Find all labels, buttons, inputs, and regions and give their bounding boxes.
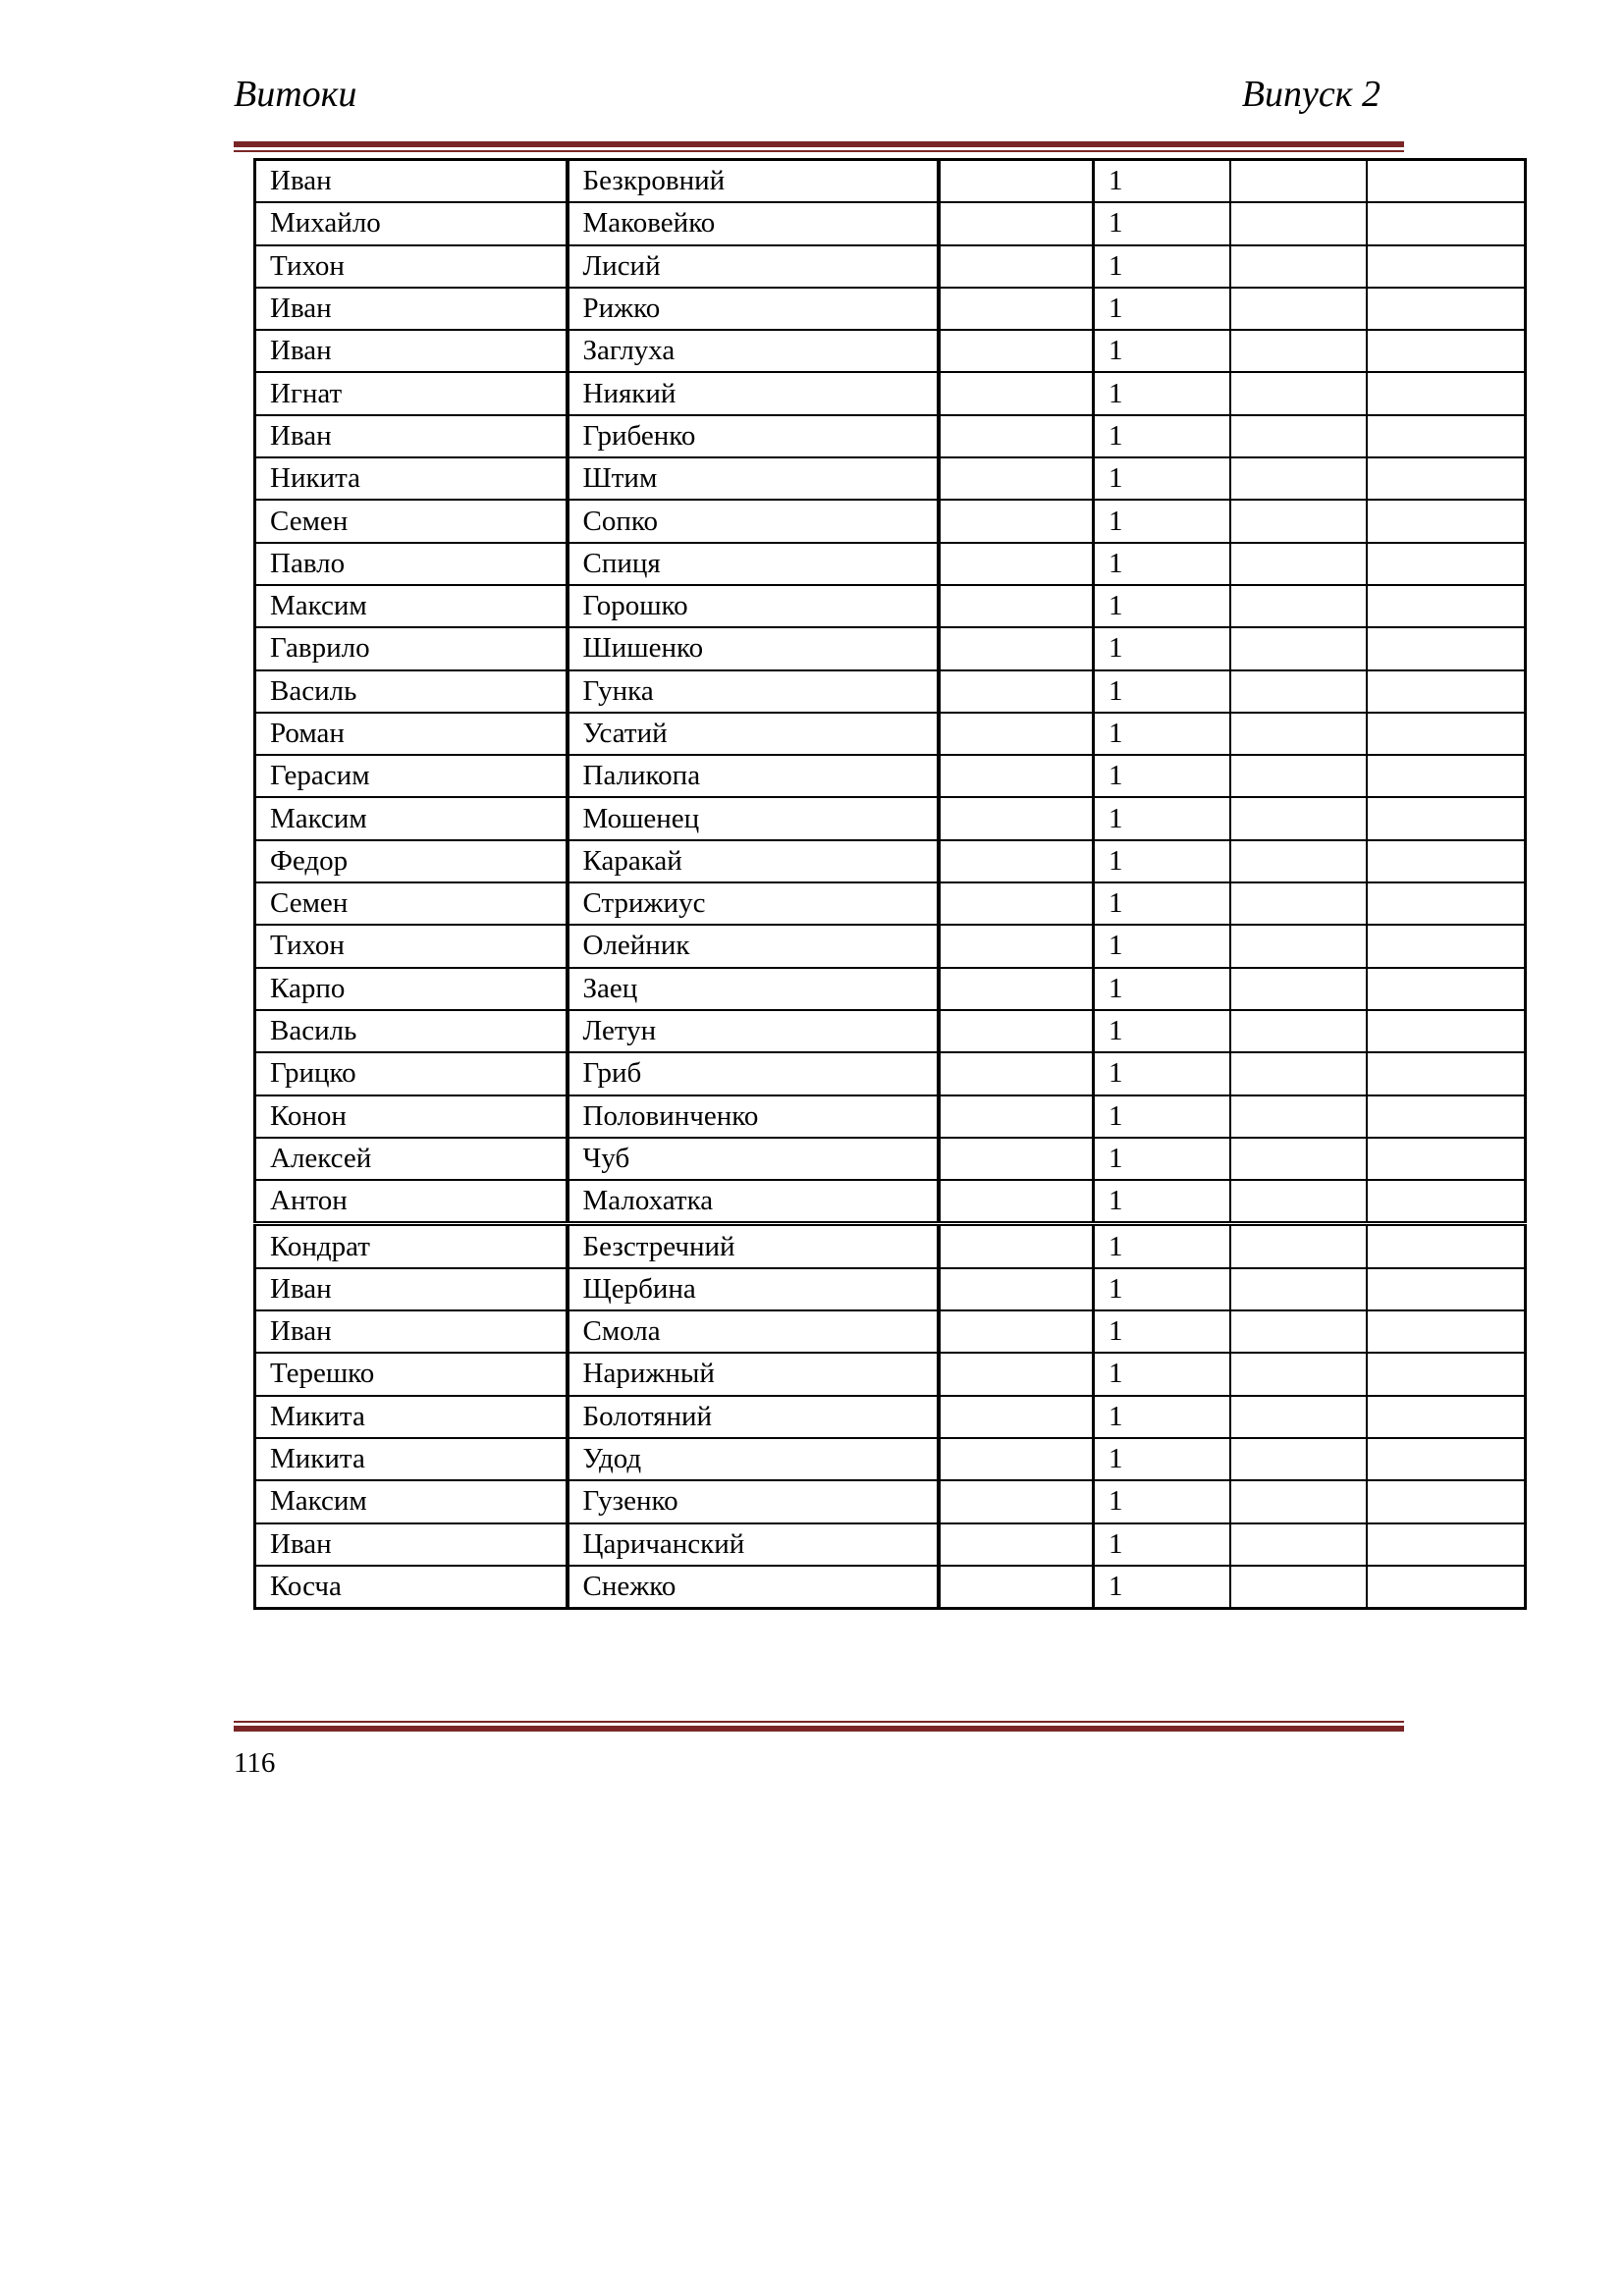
first-name-cell: Герасим	[255, 755, 568, 797]
first-name-cell: Роман	[255, 713, 568, 755]
last-name-cell: Безкровний	[568, 160, 939, 203]
empty-cell	[939, 670, 1094, 713]
empty-cell	[1230, 1523, 1367, 1566]
empty-cell	[939, 288, 1094, 330]
first-name-cell: Иван	[255, 1268, 568, 1310]
empty-cell	[1230, 372, 1367, 414]
last-name-cell: Мошенец	[568, 797, 939, 839]
empty-cell	[939, 202, 1094, 244]
empty-cell	[939, 245, 1094, 288]
last-name-cell: Удод	[568, 1438, 939, 1480]
table-row	[255, 245, 1526, 288]
count-cell: 1	[1094, 245, 1230, 288]
last-name-cell: Гузенко	[568, 1480, 939, 1522]
empty-cell	[1367, 755, 1526, 797]
empty-cell	[939, 840, 1094, 882]
footer-divider	[234, 1721, 1404, 1732]
empty-cell	[939, 1438, 1094, 1480]
empty-cell	[1367, 1268, 1526, 1310]
first-name-cell: Иван	[255, 160, 568, 203]
table-row	[255, 543, 1526, 585]
table-row	[255, 202, 1526, 244]
empty-cell	[1230, 1480, 1367, 1522]
last-name-cell: Болотяний	[568, 1396, 939, 1438]
last-name-cell: Штим	[568, 457, 939, 500]
table-row	[255, 1353, 1526, 1395]
empty-cell	[1230, 1224, 1367, 1268]
empty-cell	[1367, 713, 1526, 755]
table-row	[255, 1180, 1526, 1224]
header-divider	[234, 141, 1404, 152]
empty-cell	[1230, 1396, 1367, 1438]
empty-cell	[1230, 1566, 1367, 1609]
table-row	[255, 840, 1526, 882]
empty-cell	[939, 1523, 1094, 1566]
empty-cell	[1367, 1010, 1526, 1052]
count-cell: 1	[1094, 585, 1230, 627]
empty-cell	[939, 627, 1094, 669]
count-cell: 1	[1094, 797, 1230, 839]
empty-cell	[1367, 840, 1526, 882]
table-row	[255, 882, 1526, 925]
last-name-cell: Щербина	[568, 1268, 939, 1310]
empty-cell	[939, 797, 1094, 839]
empty-cell	[1230, 160, 1367, 203]
empty-cell	[1230, 415, 1367, 457]
empty-cell	[1367, 372, 1526, 414]
last-name-cell: Гунка	[568, 670, 939, 713]
last-name-cell: Спиця	[568, 543, 939, 585]
first-name-cell: Максим	[255, 585, 568, 627]
count-cell: 1	[1094, 840, 1230, 882]
count-cell: 1	[1094, 1566, 1230, 1609]
table-row	[255, 1480, 1526, 1522]
last-name-cell: Лисий	[568, 245, 939, 288]
empty-cell	[1230, 627, 1367, 669]
count-cell: 1	[1094, 1438, 1230, 1480]
first-name-cell: Тихон	[255, 925, 568, 967]
last-name-cell: Снежко	[568, 1566, 939, 1609]
empty-cell	[1230, 585, 1367, 627]
first-name-cell: Иван	[255, 1310, 568, 1353]
empty-cell	[1367, 1438, 1526, 1480]
first-name-cell: Микита	[255, 1438, 568, 1480]
empty-cell	[939, 330, 1094, 372]
last-name-cell: Каракай	[568, 840, 939, 882]
first-name-cell: Терешко	[255, 1353, 568, 1395]
empty-cell	[1367, 1523, 1526, 1566]
first-name-cell: Микита	[255, 1396, 568, 1438]
last-name-cell: Заец	[568, 968, 939, 1010]
table-row	[255, 585, 1526, 627]
empty-cell	[939, 1138, 1094, 1180]
empty-cell	[1230, 543, 1367, 585]
empty-cell	[1367, 1480, 1526, 1522]
empty-cell	[1367, 543, 1526, 585]
table-row	[255, 797, 1526, 839]
empty-cell	[1230, 1138, 1367, 1180]
table-row	[255, 330, 1526, 372]
empty-cell	[939, 585, 1094, 627]
empty-cell	[1230, 882, 1367, 925]
empty-cell	[1230, 755, 1367, 797]
table-row	[255, 627, 1526, 669]
first-name-cell: Павло	[255, 543, 568, 585]
empty-cell	[1230, 713, 1367, 755]
count-cell: 1	[1094, 1052, 1230, 1095]
first-name-cell: Семен	[255, 882, 568, 925]
empty-cell	[939, 1095, 1094, 1138]
empty-cell	[1367, 627, 1526, 669]
last-name-cell: Маковейко	[568, 202, 939, 244]
count-cell: 1	[1094, 1268, 1230, 1310]
empty-cell	[939, 1396, 1094, 1438]
first-name-cell: Гаврило	[255, 627, 568, 669]
count-cell: 1	[1094, 1353, 1230, 1395]
empty-cell	[1230, 840, 1367, 882]
first-name-cell: Антон	[255, 1180, 568, 1224]
empty-cell	[1230, 245, 1367, 288]
last-name-cell: Рижко	[568, 288, 939, 330]
count-cell: 1	[1094, 925, 1230, 967]
table-row	[255, 1095, 1526, 1138]
empty-cell	[1230, 1268, 1367, 1310]
last-name-cell: Половинченко	[568, 1095, 939, 1138]
table-row	[255, 755, 1526, 797]
first-name-cell: Игнат	[255, 372, 568, 414]
running-header-title: Витоки	[234, 74, 357, 115]
empty-cell	[1367, 1566, 1526, 1609]
empty-cell	[1230, 797, 1367, 839]
empty-cell	[939, 372, 1094, 414]
last-name-cell: Летун	[568, 1010, 939, 1052]
empty-cell	[1230, 968, 1367, 1010]
first-name-cell: Алексей	[255, 1138, 568, 1180]
table-row	[255, 925, 1526, 967]
table-row	[255, 1396, 1526, 1438]
empty-cell	[1367, 1396, 1526, 1438]
empty-cell	[939, 1010, 1094, 1052]
count-cell: 1	[1094, 1224, 1230, 1268]
table-row	[255, 1268, 1526, 1310]
count-cell: 1	[1094, 457, 1230, 500]
table-row	[255, 1010, 1526, 1052]
count-cell: 1	[1094, 160, 1230, 203]
empty-cell	[1367, 245, 1526, 288]
last-name-cell: Смола	[568, 1310, 939, 1353]
empty-cell	[1367, 415, 1526, 457]
first-name-cell: Кондрат	[255, 1224, 568, 1268]
first-name-cell: Иван	[255, 288, 568, 330]
empty-cell	[939, 1566, 1094, 1609]
first-name-cell: Михайло	[255, 202, 568, 244]
count-cell: 1	[1094, 372, 1230, 414]
last-name-cell: Усатий	[568, 713, 939, 755]
last-name-cell: Олейник	[568, 925, 939, 967]
last-name-cell: Шишенко	[568, 627, 939, 669]
last-name-cell: Царичанский	[568, 1523, 939, 1566]
table-row	[255, 415, 1526, 457]
empty-cell	[1367, 1353, 1526, 1395]
empty-cell	[1230, 1310, 1367, 1353]
last-name-cell: Безстречний	[568, 1224, 939, 1268]
empty-cell	[939, 968, 1094, 1010]
empty-cell	[939, 415, 1094, 457]
empty-cell	[1367, 1138, 1526, 1180]
empty-cell	[939, 713, 1094, 755]
empty-cell	[939, 1268, 1094, 1310]
first-name-cell: Конон	[255, 1095, 568, 1138]
empty-cell	[1367, 330, 1526, 372]
empty-cell	[939, 543, 1094, 585]
empty-cell	[939, 1353, 1094, 1395]
first-name-cell: Федор	[255, 840, 568, 882]
empty-cell	[1367, 500, 1526, 542]
empty-cell	[1230, 925, 1367, 967]
table-row	[255, 372, 1526, 414]
empty-cell	[1367, 925, 1526, 967]
last-name-cell: Паликопа	[568, 755, 939, 797]
empty-cell	[1367, 670, 1526, 713]
last-name-cell: Малохатка	[568, 1180, 939, 1224]
count-cell: 1	[1094, 288, 1230, 330]
empty-cell	[939, 1224, 1094, 1268]
count-cell: 1	[1094, 713, 1230, 755]
empty-cell	[1230, 1438, 1367, 1480]
table-row	[255, 1566, 1526, 1609]
empty-cell	[939, 160, 1094, 203]
empty-cell	[1367, 1052, 1526, 1095]
table-row	[255, 1224, 1526, 1268]
count-cell: 1	[1094, 1310, 1230, 1353]
table-row	[255, 1438, 1526, 1480]
table-row	[255, 288, 1526, 330]
empty-cell	[1230, 1052, 1367, 1095]
first-name-cell: Максим	[255, 1480, 568, 1522]
last-name-cell: Сопко	[568, 500, 939, 542]
first-name-cell: Косча	[255, 1566, 568, 1609]
empty-cell	[939, 500, 1094, 542]
running-header-issue: Випуск 2	[1241, 74, 1380, 115]
empty-cell	[1367, 160, 1526, 203]
table-row	[255, 1052, 1526, 1095]
table-row	[255, 500, 1526, 542]
first-name-cell: Грицко	[255, 1052, 568, 1095]
empty-cell	[1367, 797, 1526, 839]
last-name-cell: Чуб	[568, 1138, 939, 1180]
last-name-cell: Ниякий	[568, 372, 939, 414]
first-name-cell: Василь	[255, 1010, 568, 1052]
count-cell: 1	[1094, 627, 1230, 669]
first-name-cell: Василь	[255, 670, 568, 713]
table-row	[255, 670, 1526, 713]
empty-cell	[939, 1480, 1094, 1522]
empty-cell	[1367, 1095, 1526, 1138]
names-table	[253, 158, 1524, 1610]
empty-cell	[1367, 882, 1526, 925]
empty-cell	[1367, 288, 1526, 330]
last-name-cell: Стрижиус	[568, 882, 939, 925]
first-name-cell: Карпо	[255, 968, 568, 1010]
last-name-cell: Нарижный	[568, 1353, 939, 1395]
count-cell: 1	[1094, 202, 1230, 244]
count-cell: 1	[1094, 1396, 1230, 1438]
empty-cell	[1367, 202, 1526, 244]
empty-cell	[1230, 1095, 1367, 1138]
table-row	[255, 713, 1526, 755]
empty-cell	[939, 1310, 1094, 1353]
first-name-cell: Иван	[255, 415, 568, 457]
empty-cell	[1367, 585, 1526, 627]
count-cell: 1	[1094, 1480, 1230, 1522]
first-name-cell: Тихон	[255, 245, 568, 288]
first-name-cell: Семен	[255, 500, 568, 542]
count-cell: 1	[1094, 330, 1230, 372]
count-cell: 1	[1094, 1010, 1230, 1052]
table-row	[255, 1310, 1526, 1353]
empty-cell	[1230, 330, 1367, 372]
table-row	[255, 160, 1526, 203]
count-cell: 1	[1094, 755, 1230, 797]
empty-cell	[1230, 457, 1367, 500]
empty-cell	[1230, 202, 1367, 244]
empty-cell	[1367, 968, 1526, 1010]
first-name-cell: Иван	[255, 330, 568, 372]
count-cell: 1	[1094, 543, 1230, 585]
count-cell: 1	[1094, 1523, 1230, 1566]
count-cell: 1	[1094, 1138, 1230, 1180]
table-row	[255, 1138, 1526, 1180]
count-cell: 1	[1094, 500, 1230, 542]
last-name-cell: Горошко	[568, 585, 939, 627]
empty-cell	[1230, 500, 1367, 542]
empty-cell	[939, 925, 1094, 967]
count-cell: 1	[1094, 670, 1230, 713]
empty-cell	[1230, 1010, 1367, 1052]
empty-cell	[1230, 1180, 1367, 1224]
empty-cell	[1367, 1310, 1526, 1353]
table-row	[255, 457, 1526, 500]
table-row	[255, 968, 1526, 1010]
empty-cell	[939, 457, 1094, 500]
empty-cell	[1230, 1353, 1367, 1395]
empty-cell	[1367, 1180, 1526, 1224]
first-name-cell: Никита	[255, 457, 568, 500]
empty-cell	[1367, 457, 1526, 500]
table-row	[255, 1523, 1526, 1566]
count-cell: 1	[1094, 1180, 1230, 1224]
count-cell: 1	[1094, 882, 1230, 925]
empty-cell	[939, 755, 1094, 797]
first-name-cell: Иван	[255, 1523, 568, 1566]
count-cell: 1	[1094, 1095, 1230, 1138]
count-cell: 1	[1094, 968, 1230, 1010]
last-name-cell: Грибенко	[568, 415, 939, 457]
last-name-cell: Заглуха	[568, 330, 939, 372]
empty-cell	[1230, 670, 1367, 713]
empty-cell	[939, 882, 1094, 925]
empty-cell	[1367, 1224, 1526, 1268]
page-number: 116	[234, 1747, 276, 1779]
empty-cell	[939, 1180, 1094, 1224]
last-name-cell: Гриб	[568, 1052, 939, 1095]
empty-cell	[1230, 288, 1367, 330]
empty-cell	[939, 1052, 1094, 1095]
first-name-cell: Максим	[255, 797, 568, 839]
count-cell: 1	[1094, 415, 1230, 457]
